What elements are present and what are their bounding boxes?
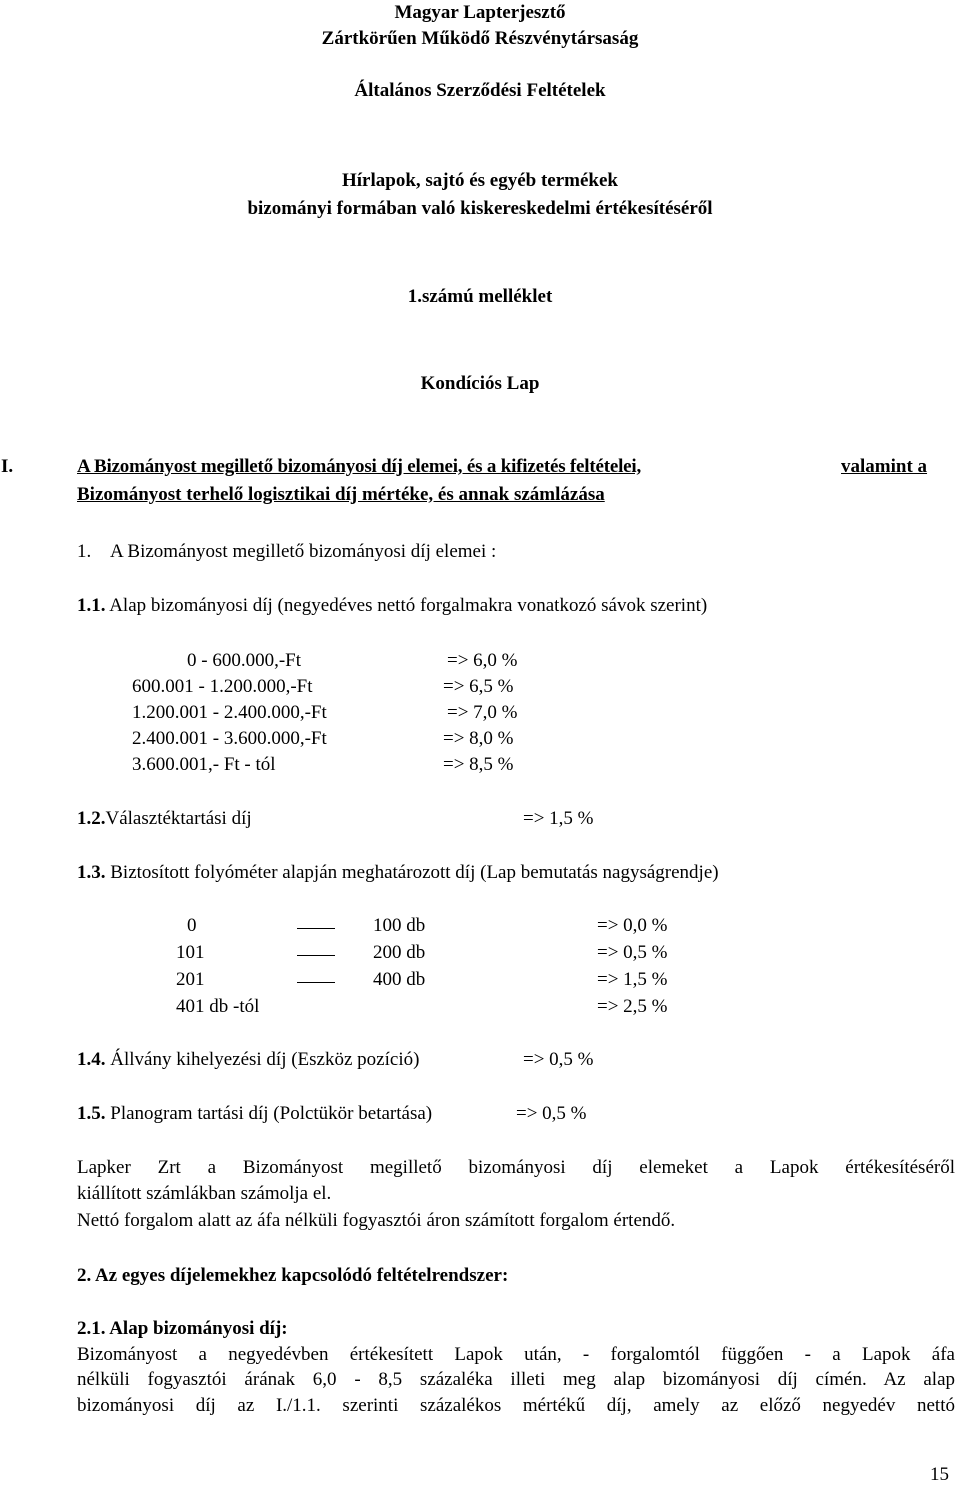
company-name: Magyar Lapterjesztő [394,2,566,23]
band-rate: => 8,5 % [443,754,514,775]
band-range: 600.001 - 1.200.000,-Ft [132,676,313,697]
item-1-2-rate: => 1,5 % [523,808,594,829]
section-i-number: I. [1,456,14,477]
item-1-3 [77,862,719,884]
band-rate: => 6,0 % [447,650,518,671]
item-1-5-number: 1.5. [77,1103,106,1124]
item-1-5 [77,1103,432,1125]
item-1-4 [77,1049,419,1071]
sheet-title: Kondíciós Lap [420,373,540,394]
section-i-title-line-1-end: valamint a [841,456,928,477]
row-from: 401 db -tól [176,996,260,1017]
subtitle-line-1: Hírlapok, sajtó és egyéb termékek [342,170,618,191]
row-to: 200 db [373,942,426,963]
row-from: 0 [187,915,197,936]
item-1-5-text: Planogram tartási díj (Polctükör betartása) [105,1103,433,1124]
item-1-5-rate: => 0,5 % [516,1103,587,1124]
section-2-1-line-3: bizományosi díj az I./1.1. szerinti százalékos mértékű díj, amely az előző negyedév nettó [77,1395,955,1416]
settlement-paragraph-line-1: Lapker Zrt a Bizományost megillető bizományosi díj elemeket a Lapok értékesítéséről [77,1157,955,1178]
section-i-title-line-1: A Bizományost megillető bizományosi díj elemei, és a kifizetés feltételei, [77,456,642,477]
row-from: 101 [176,942,205,963]
row-to: 100 db [373,915,426,936]
band-rate: => 8,0 % [443,728,514,749]
band-range: 1.200.001 - 2.400.000,-Ft [132,702,327,723]
item-1-4-rate: => 0,5 % [523,1049,594,1070]
settlement-paragraph-line-2: kiállított számlákban számolja el. [77,1183,332,1204]
net-turnover-definition: Nettó forgalom alatt az áfa nélküli fogyasztói áron számított forgalom értendő. [77,1210,676,1231]
range-dash [297,928,335,929]
item-1-3-number: 1.3. [77,862,106,883]
item-1-1-number: 1.1. [77,595,106,616]
item-1-1-text: Alap bizományosi díj (negyedéves nettó forgalmakra vonatkozó sávok szerint) [105,595,708,616]
section-2-1-line-2: nélküli fogyasztói árának 6,0 - 8,5 százaléka illeti meg alap bizományosi díj címén. Az alap [77,1369,955,1390]
row-from: 201 [176,969,205,990]
company-form: Zártkörűen Működő Részvénytársaság [321,28,639,49]
band-rate: => 6,5 % [443,676,514,697]
row-rate: => 0,0 % [597,915,668,936]
band-rate: => 7,0 % [447,702,518,723]
annex-label: 1.számú melléklet [407,286,553,307]
section-2-title: 2. Az egyes díjelemekhez kapcsolódó feltételrendszer: [77,1265,509,1286]
section-i-title-line-2: Bizományost terhelő logisztikai díj mértéke, és annak számlázása [77,484,605,505]
row-rate: => 0,5 % [597,942,668,963]
document-title: Általános Szerződési Feltételek [354,80,606,101]
band-range: 0 - 600.000,-Ft [187,650,301,671]
section-2-1-title: 2.1. Alap bizományosi díj: [77,1318,288,1339]
row-to: 400 db [373,969,426,990]
item-1-4-text: Állvány kihelyezési díj (Eszköz pozíció) [105,1049,420,1070]
item-1-text: A Bizományost megillető bizományosi díj elemei : [110,541,497,562]
item-1-2 [77,808,252,830]
item-1-1 [77,595,707,617]
item-1-3-text: Biztosított folyóméter alapján meghatározott díj (Lap bemutatás nagyságrendje) [105,862,719,883]
row-rate: => 2,5 % [597,996,668,1017]
range-dash [297,982,335,983]
range-dash [297,955,335,956]
band-range: 3.600.001,- Ft - tól [132,754,276,775]
row-rate: => 1,5 % [597,969,668,990]
band-range: 2.400.001 - 3.600.000,-Ft [132,728,327,749]
item-1-4-number: 1.4. [77,1049,106,1070]
section-2-1-line-1: Bizományost a negyedévben értékesített Lapok után, - forgalomtól függően - a Lapok áfa [77,1344,955,1365]
page-number: 15 [930,1464,949,1485]
subtitle-line-2: bizományi formában való kiskereskedelmi értékesítéséről [247,198,713,219]
item-1-number: 1. [77,541,92,562]
item-1 [77,541,496,563]
item-1-2-number: 1.2. [77,808,106,829]
item-1-2-text: Választéktartási díj [105,808,252,829]
